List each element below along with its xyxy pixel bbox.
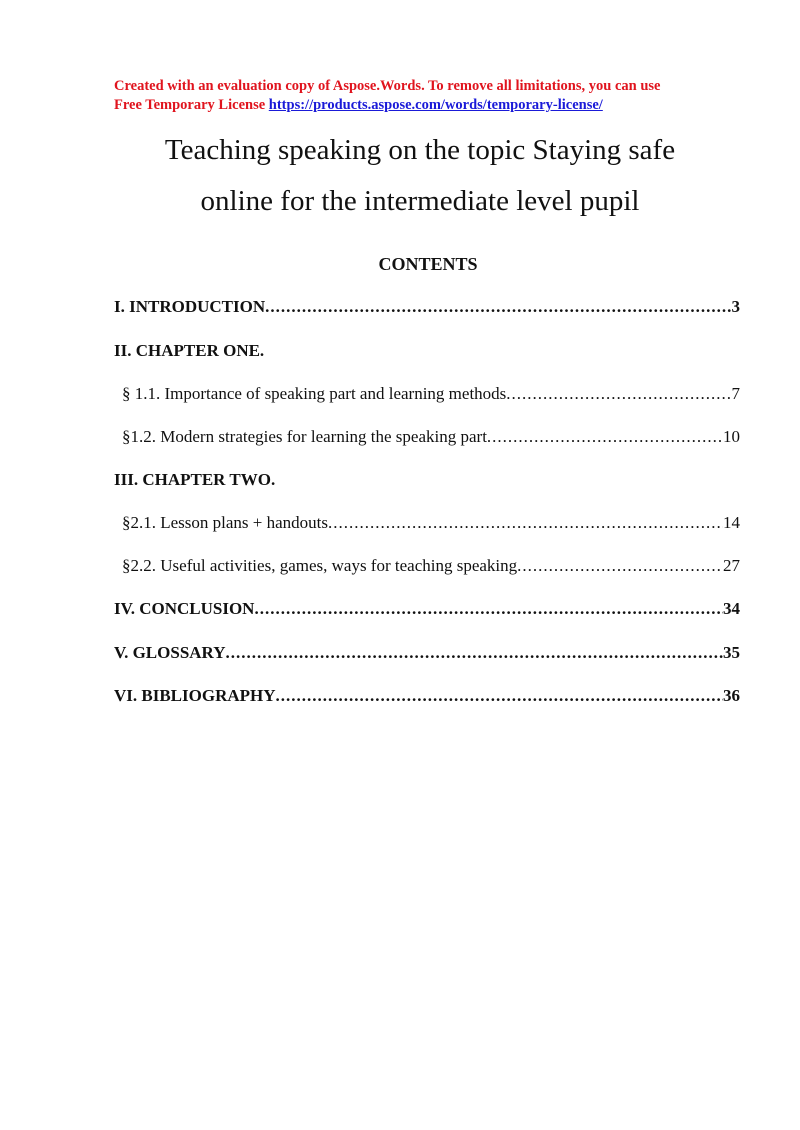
- evaluation-watermark: [114, 77, 754, 115]
- toc-entry-section-2-2[interactable]: [122, 555, 740, 577]
- toc-entry-label: §1.2. Modern strategies for learning the speaking part: [122, 427, 487, 446]
- document-title-line-2: online for the intermediate level pupil: [200, 185, 640, 217]
- toc-entry-conclusion[interactable]: [114, 598, 740, 620]
- toc-entry-label: §2.1. Lesson plans + handouts: [122, 513, 329, 532]
- watermark-line-2: [114, 96, 754, 115]
- toc-entry-section-1-2[interactable]: [122, 426, 740, 448]
- watermark-line-1: Created with an evaluation copy of Aspose.Words. To remove all limitations, you can use: [114, 78, 661, 94]
- toc-entry-introduction[interactable]: [114, 296, 740, 318]
- toc-entry-label: I. INTRODUCTION: [114, 297, 266, 316]
- watermark-license-link[interactable]: https://products.aspose.com/words/temporary-license/: [268, 97, 603, 113]
- toc-page-number: 7: [731, 384, 740, 403]
- toc-entry-label: § 1.1. Importance of speaking part and learning methods: [122, 384, 507, 403]
- toc-dot-leader: [506, 383, 731, 405]
- toc-dot-leader: [226, 642, 723, 664]
- toc-entry-label: VI. BIBLIOGRAPHY: [114, 686, 276, 705]
- toc-page-number: 34: [723, 599, 740, 618]
- toc-page-number: 3: [731, 297, 740, 316]
- toc-chapter-two-heading: III. CHAPTER TWO.: [114, 470, 276, 489]
- document-title-line-1: Teaching speaking on the topic Staying safe: [164, 134, 676, 166]
- toc-page-number: 14: [723, 513, 740, 532]
- toc-dot-leader: [276, 685, 723, 707]
- toc-entry-label: §2.2. Useful activities, games, ways for teaching speaking: [122, 556, 518, 575]
- toc-entry-section-2-1[interactable]: [122, 512, 740, 534]
- toc-entry-label: V. GLOSSARY: [114, 643, 226, 662]
- toc-dot-leader: [487, 426, 723, 448]
- toc-chapter-one-heading: II. CHAPTER ONE.: [114, 341, 265, 360]
- toc-dot-leader: [254, 598, 723, 620]
- toc-page-number: 36: [723, 686, 740, 705]
- toc-entry-section-1-1[interactable]: [122, 383, 740, 405]
- toc-dot-leader: [328, 512, 723, 534]
- toc-dot-leader: [517, 555, 723, 577]
- toc-entry-label: IV. CONCLUSION: [114, 599, 255, 618]
- toc-page-number: 27: [723, 556, 740, 575]
- toc-page-number: 35: [723, 643, 740, 662]
- toc-page-number: 10: [723, 427, 740, 446]
- contents-heading: CONTENTS: [378, 254, 478, 274]
- toc-entry-bibliography[interactable]: [114, 685, 740, 707]
- toc-entry-glossary[interactable]: [114, 642, 740, 664]
- toc-dot-leader: [265, 296, 731, 318]
- watermark-license-text: Free Temporary License: [114, 97, 269, 113]
